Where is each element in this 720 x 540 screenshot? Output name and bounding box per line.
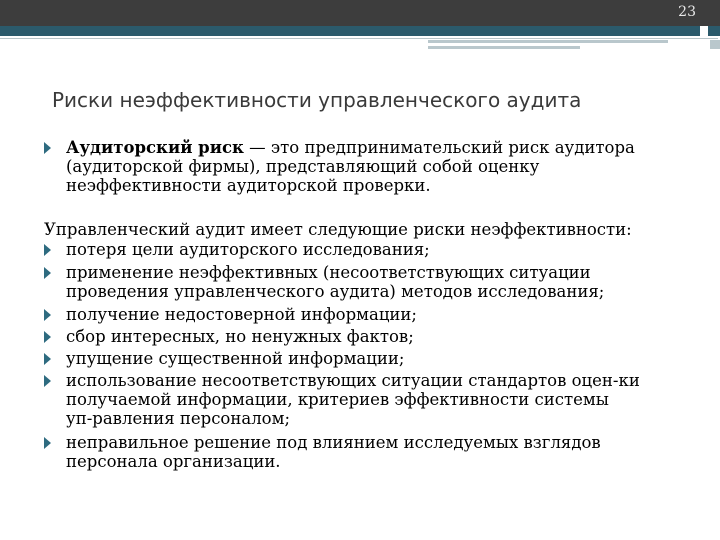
slide-number: 23 [678, 4, 696, 20]
list-item: потеря цели аудиторского исследования; [66, 240, 430, 259]
list-item: применение неэффективных (несоответствующих ситуации проведения управленческого аудита) методов исследования; [66, 263, 605, 301]
decor-strip-short [428, 46, 580, 49]
slide-title: Риски неэффективности управленческого аудита [52, 88, 582, 112]
list-item: использование несоответствующих ситуации стандартов оцен-ки получаемой информации, критериев эффективности системы уп-равления персоналом; [66, 371, 640, 428]
intro-paragraph [66, 138, 706, 195]
list-item: упущение существенной информации; [66, 349, 405, 368]
divider-line [0, 38, 718, 39]
bullet-arrow-icon [44, 244, 51, 256]
list-item: получение недостоверной информации; [66, 305, 417, 324]
accent-bar [0, 26, 700, 36]
decor-strip [428, 40, 668, 43]
lead-text: Управленческий аудит имеет следующие риски неэффективности: [44, 220, 632, 239]
bullet-arrow-icon [44, 375, 51, 387]
decor-strip-right [710, 40, 720, 49]
list-item: неправильное решение под влиянием исследуемых взглядов персонала организации. [66, 433, 601, 471]
list-item: сбор интересных, но ненужных фактов; [66, 327, 414, 346]
intro-line-1: — это предпринимательский риск аудитора [243, 138, 635, 157]
bullet-arrow-icon [44, 331, 51, 343]
header-bar [0, 0, 720, 26]
bullet-arrow-icon [44, 267, 51, 279]
bullet-arrow-icon [44, 142, 51, 154]
bullet-arrow-icon [44, 309, 51, 321]
bullet-arrow-icon [44, 353, 51, 365]
accent-bar-right [708, 26, 720, 36]
intro-term: Аудиторский риск [66, 138, 244, 157]
intro-line-3: неэффективности аудиторской проверки. [66, 176, 431, 195]
bullet-arrow-icon [44, 437, 51, 449]
intro-line-2: (аудиторской фирмы), представляющий собой оценку [66, 157, 540, 176]
